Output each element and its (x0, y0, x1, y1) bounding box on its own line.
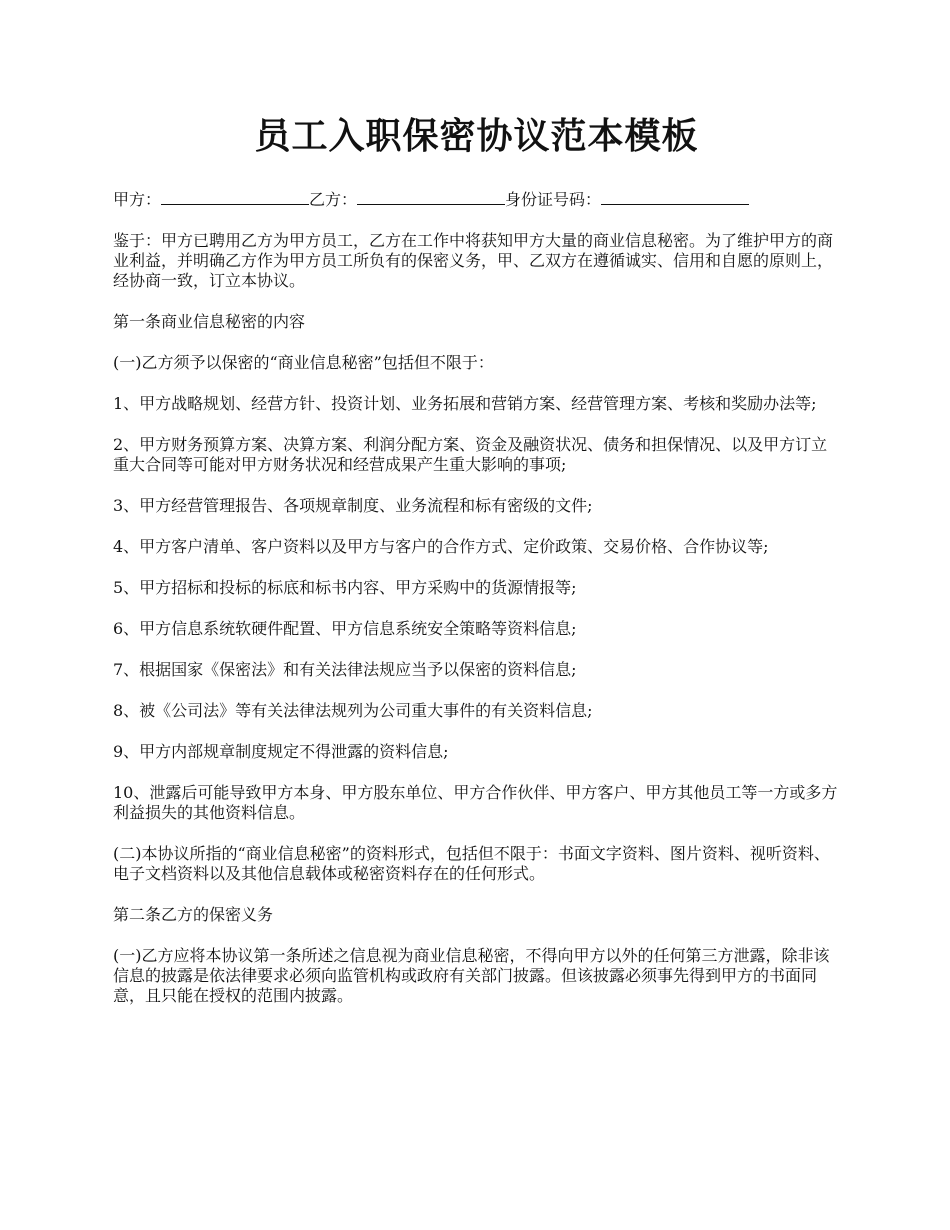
article-1-clause-1: (一)乙方须予以保密的“商业信息秘密”包括但不限于： (113, 353, 494, 372)
party-b-blank (357, 188, 505, 205)
list-item-7: 7、根据国家《保密法》和有关法律法规应当予以保密的资料信息; (113, 660, 577, 679)
party-b-label: 乙方： (309, 190, 358, 209)
party-a-blank (161, 188, 309, 205)
parties-line (113, 188, 840, 211)
list-item-9: 9、甲方内部规章制度规定不得泄露的资料信息; (113, 742, 449, 761)
id-number-label: 身份证号码： (505, 190, 602, 209)
article-1-clause-2: (二)本协议所指的“商业信息秘密”的资料形式，包括但不限于：书面文字资料、图片资料、视听资料、电子文档资料以及其他信息载体或秘密资料存在的任何形式。 (113, 844, 830, 883)
article-2-heading: 第二条乙方的保密义务 (113, 905, 274, 924)
party-a-label: 甲方： (113, 190, 162, 209)
list-item-4: 4、甲方客户清单、客户资料以及甲方与客户的合作方式、定价政策、交易价格、合作协议等; (113, 537, 769, 556)
article-1-heading: 第一条商业信息秘密的内容 (113, 312, 306, 331)
list-item-8: 8、被《公司法》等有关法律法规列为公司重大事件的有关资料信息; (113, 701, 593, 720)
id-number-blank (601, 188, 749, 205)
list-item-1: 1、甲方战略规划、经营方针、投资计划、业务拓展和营销方案、经营管理方案、考核和奖励办法等; (113, 394, 817, 413)
list-item-10: 10、泄露后可能导致甲方本身、甲方股东单位、甲方合作伙伴、甲方客户、甲方其他员工等一方或多方利益损失的其他资料信息。 (113, 783, 838, 822)
list-item-5: 5、甲方招标和投标的标底和标书内容、甲方采购中的货源情报等; (113, 578, 577, 597)
preamble-paragraph: 鉴于：甲方已聘用乙方为甲方员工，乙方在工作中将获知甲方大量的商业信息秘密。为了维护甲方的商业利益，并明确乙方作为甲方员工所负有的保密义务，甲、乙双方在遵循诚实、信用和自愿的原则上，经协商一致，订立本协议。 (113, 231, 834, 290)
document-body (113, 231, 840, 1006)
list-item-2: 2、甲方财务预算方案、决算方案、利润分配方案、资金及融资状况、债务和担保情况、以及甲方订立重大合同等可能对甲方财务状况和经营成果产生重大影响的事项; (113, 435, 828, 474)
article-2-clause-1: (一)乙方应将本协议第一条所述之信息视为商业信息秘密，不得向甲方以外的任何第三方泄露，除非该信息的披露是依法律要求必须向监管机构或政府有关部门披露。但该披露必须事先得到甲方的书面同意，且只能在授权的范围内披露。 (113, 946, 830, 1005)
document-title: 员工入职保密协议范本模板 (254, 116, 699, 157)
list-item-3: 3、甲方经营管理报告、各项规章制度、业务流程和标有密级的文件; (113, 496, 593, 515)
list-item-6: 6、甲方信息系统软硬件配置、甲方信息系统安全策略等资料信息; (113, 619, 577, 638)
